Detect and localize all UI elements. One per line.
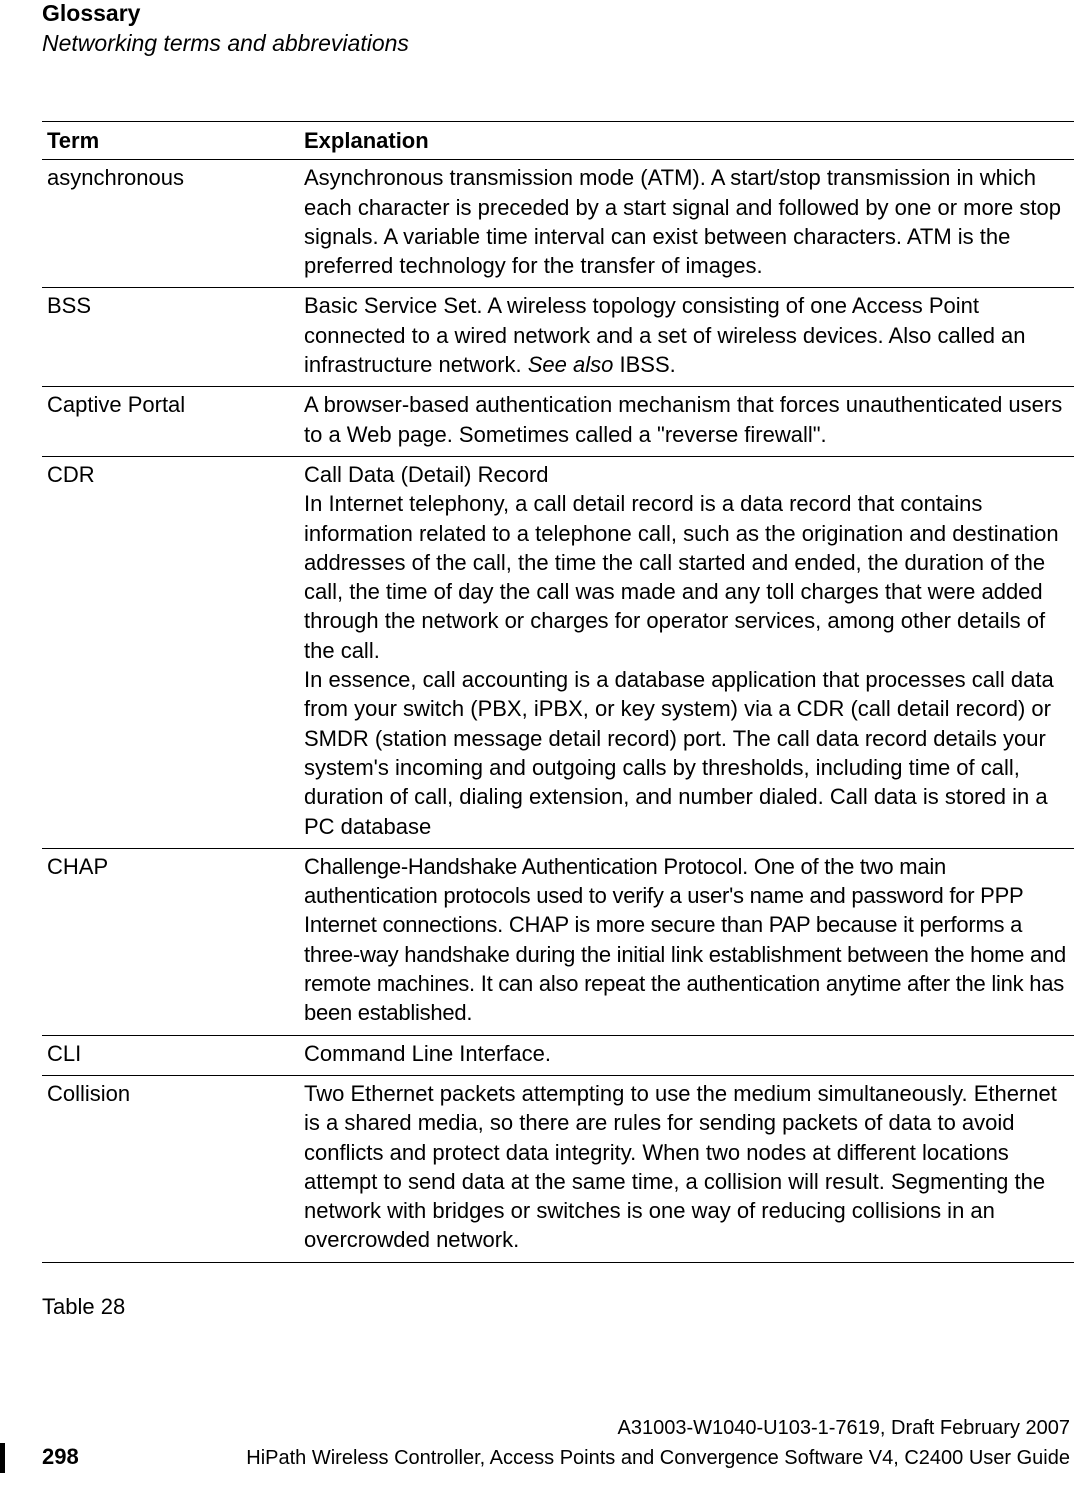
term-cell: Captive Portal <box>47 392 186 418</box>
table-row <box>42 160 1074 288</box>
explanation-cell: Asynchronous transmission mode (ATM). A start/stop transmission in which each character is preceded by a start signal and followed by one or more stop signals. A variable time interval can exist between characters. ATM is the preferred technology for the transfer of images. <box>304 165 1061 279</box>
term-cell: Collision <box>47 1080 131 1106</box>
table-header-row <box>42 122 1074 160</box>
explanation-cell: Two Ethernet packets attempting to use the medium simultaneously. Ethernet is a shared media, so there are rules for sending packets of data to avoid conflicts and protect data integrity. When two nodes at different locations attempt to send data at the same time, a collision will result. Segmenting the network with bridges or switches is one way of reducing collisions in an overcrowded network. <box>304 1080 1057 1253</box>
term-cell: BSS <box>47 293 92 319</box>
explanation-paragraph: In Internet telephony, a call detail record is a data record that contains information related to a telephone call, such as the origination and destination addresses of the call, the time the call started and ended, the duration of the call, the time of day the call was made and any toll charges that were added through the network or charges for operator services, among other details of the call. <box>304 491 1059 663</box>
explanation-cell <box>304 291 1074 379</box>
page-header <box>42 0 409 58</box>
document-title: HiPath Wireless Controller, Access Points and Convergence Software V4, C2400 User Guide <box>246 1447 1070 1469</box>
explanation-text: Basic Service Set. A wireless topology consisting of one Access Point connected to a wired network and a set of wireless devices. Also called an infrastructure network. <box>304 293 1026 378</box>
table-row <box>42 1036 1074 1076</box>
table-row <box>42 457 1074 849</box>
explanation-cell: A browser-based authentication mechanism that forces unauthenticated users to a Web page. Sometimes called a "reverse firewall". <box>304 392 1063 447</box>
column-header-term: Term <box>47 128 100 153</box>
page-title: Glossary <box>42 0 141 26</box>
table-row <box>42 1076 1074 1263</box>
explanation-paragraph: In essence, call accounting is a database application that processes call data from your switch (PBX, iPBX, or key system) via a CDR (call detail record) or SMDR (station message detail record) port. The call data record details your system's incoming and outgoing calls by thresholds, including time of call, duration of call, dialing extension, and number dialed. Call data is stored in a PC database <box>304 667 1054 839</box>
explanation-paragraph: Call Data (Detail) Record <box>304 461 549 487</box>
explanation-text: IBSS. <box>613 352 676 378</box>
explanation-cell: Challenge-Handshake Authentication Protocol. One of the two main authentication protocols used to verify a user's name and password for PPP Internet connections. CHAP is more secure than PAP because it performs a three-way handshake during the initial link establishment between the home and remote machines. It can also repeat the authentication anytime after the link has been established. <box>304 853 1066 1026</box>
table-row <box>42 387 1074 457</box>
explanation-cell <box>304 460 1074 841</box>
term-cell: asynchronous <box>47 165 184 191</box>
page-number: 298 <box>42 1444 79 1469</box>
table-caption: Table 28 <box>42 1294 126 1319</box>
page-subtitle: Networking terms and abbreviations <box>42 30 409 56</box>
see-also-text: See also <box>527 352 614 378</box>
explanation-cell: Command Line Interface. <box>304 1040 552 1066</box>
table-row <box>42 288 1074 387</box>
change-bar <box>0 1443 5 1473</box>
term-cell: CLI <box>47 1040 82 1066</box>
column-header-explanation: Explanation <box>304 128 429 153</box>
document-id: A31003-W1040-U103-1-7619, Draft February 2007 <box>617 1417 1070 1439</box>
page-footer <box>246 1413 1070 1473</box>
table-row <box>42 849 1074 1036</box>
term-cell: CHAP <box>47 853 109 879</box>
term-cell: CDR <box>47 461 95 487</box>
glossary-table <box>42 121 1074 1263</box>
